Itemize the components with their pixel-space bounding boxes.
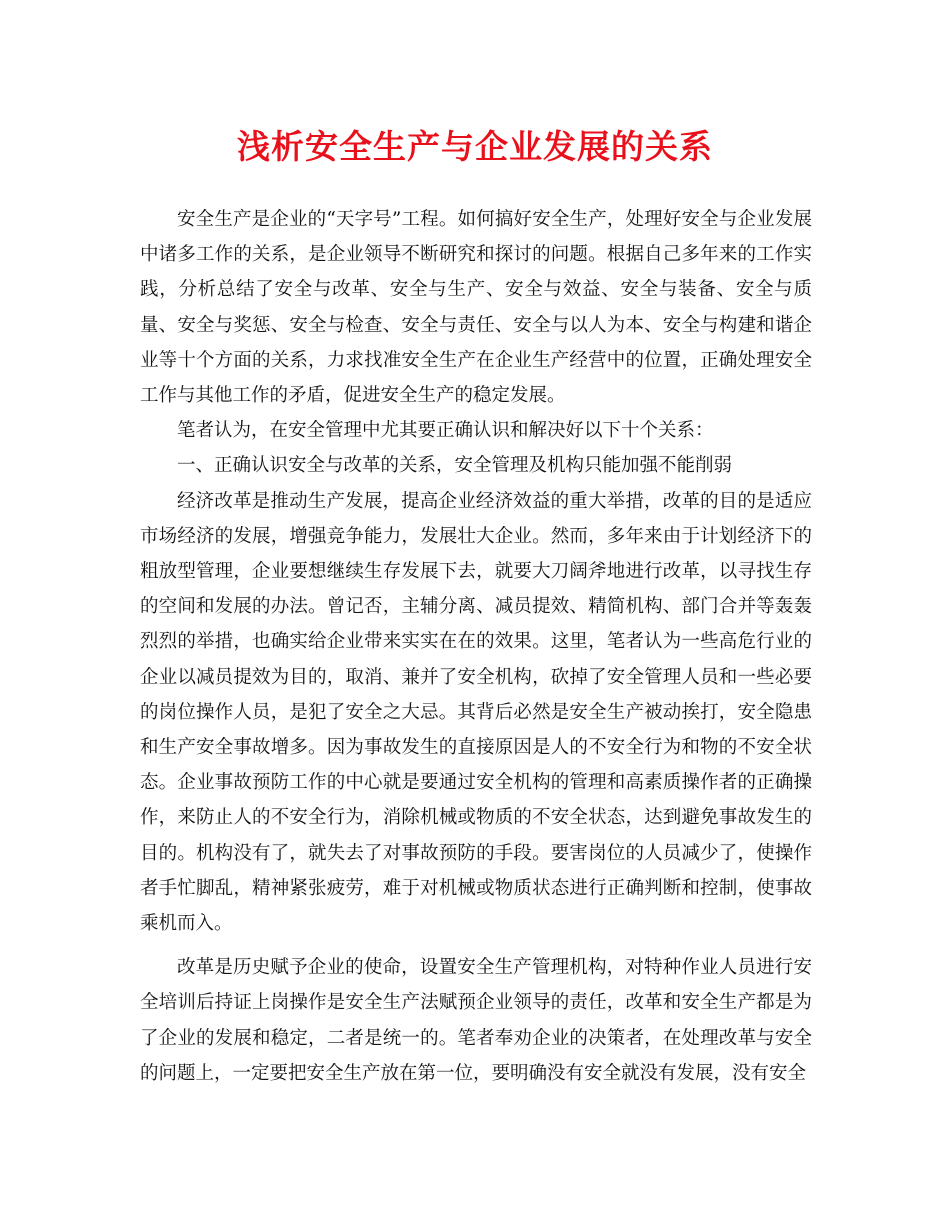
paragraph-intro: 安全生产是企业的“天字号”工程。如何搞好安全生产，处理好安全与企业发展中诸多工作的关系，是企业领导不断研究和探讨的问题。根据自己多年来的工作实践，分析总结了安全与改革、安全与生产、安全与效益、安全与装备、安全与质量、安全与奖惩、安全与检查、安全与责任、安全与以人为本、安全与构建和谐企业等十个方面的关系，力求找准安全生产在企业生产经营中的位置，正确处理安全工作与其他工作的矛盾，促进安全生产的稳定发展。	[140, 209, 812, 407]
section-heading-1: 一、正确认识安全与改革的关系，安全管理及机构只能加强不能削弱	[177, 455, 733, 477]
paragraph-reform: 经济改革是推动生产发展，提高企业经济效益的重大举措，改革的目的是适应市场经济的发展，增强竞争能力，发展壮大企业。然而，多年来由于计划经济下的粗放型管理，企业要想继续生存发展下去，就要大刀阔斧地进行改革，以寻找生存的空间和发展的办法。曾记否，主辅分离、减员提效、精简机构、部门合并等轰轰烈烈的举措，也确实给企业带来实实在在的效果。这里，笔者认为一些高危行业的企业以减员提效为目的，取消、兼并了安全机构，砍掉了安全管理人员和一些必要的岗位操作人员，是犯了安全之大忌。其背后必然是安全生产被动挨打，安全隐患和生产安全事故增多。因为事故发生的直接原因是人的不安全行为和物的不安全状态。企业事故预防工作的中心就是要通过安全机构的管理和高素质操作者的正确操作，来防止人的不安全行为，消除机械或物质的不安全状态，达到避免事故发生的目的。机构没有了，就失去了对事故预防的手段。要害岗位的人员减少了，使操作者手忙脚乱，精神紧张疲劳，难于对机械或物质状态进行正确判断和控制，使事故乘机而入。	[140, 490, 812, 935]
paragraph-thesis: 笔者认为，在安全管理中尤其要正确认识和解决好以下十个关系：	[177, 420, 714, 442]
paragraph-reform-conclusion: 改革是历史赋予企业的使命，设置安全生产管理机构，对特种作业人员进行安全培训后持证上岗操作是安全生产法赋预企业领导的责任，改革和安全生产都是为了企业的发展和稳定，二者是统一的。笔者奉劝企业的决策者，在处理改革与安全的问题上，一定要把安全生产放在第一位，要明确没有安全就没有发展，没有安全	[140, 957, 812, 1084]
document-body	[140, 202, 812, 1091]
document-title: 浅析安全生产与企业发展的关系	[237, 127, 713, 166]
